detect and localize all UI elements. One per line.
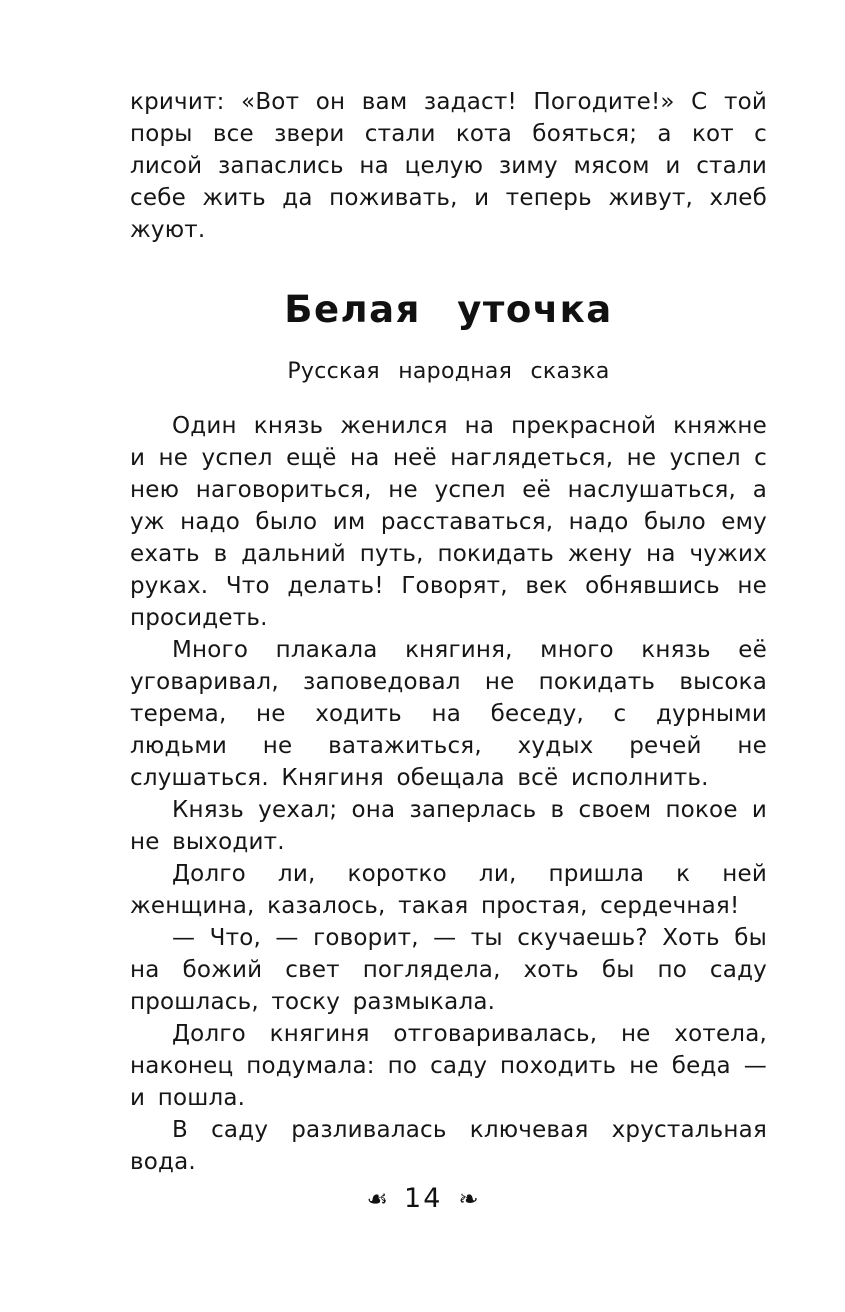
story-paragraph: — Что, — говорит, — ты скучаешь? Хоть бы на божий свет поглядела, хоть бы по саду прошлась, тоску размыкала. <box>130 925 767 1015</box>
story-title: Белая уточка <box>284 288 613 331</box>
story-subtitle: Русская народная сказка <box>287 359 610 384</box>
previous-story-ending: кричит: «Вот он вам задаст! Погодите!» С той поры все звери стали кота бояться; а кот с лисой запаслись на целую зиму мясом и стали себе жить да поживать, и теперь живут, хлеб жуют. <box>130 89 767 243</box>
page-number: 14 <box>404 1183 443 1214</box>
story-paragraph: Долго княгиня отговаривалась, не хотела, наконец подумала: по саду походить не беда — и пошла. <box>130 1021 767 1111</box>
page-footer <box>0 1183 845 1214</box>
story-paragraph: Много плакала княгиня, много князь её уговаривал, заповедовал не покидать высока терема, не ходить на беседу, с дурными людьми не ватажиться, худых речей не слушаться. Княгиня обещала всё исполнить. <box>130 637 767 791</box>
story-paragraphs <box>130 410 767 1178</box>
story-paragraph: Долго ли, коротко ли, пришла к ней женщина, казалось, такая простая, сердечная! <box>130 861 767 919</box>
story-paragraph: В саду разливалась ключевая хрустальная вода. <box>130 1117 767 1175</box>
footer-flourish-left-icon: ☙ <box>366 1184 389 1213</box>
footer-flourish-right-icon: ❧ <box>458 1184 479 1213</box>
story-paragraph: Один князь женился на прекрасной княжне и не успел ещё на неё наглядеться, не успел с нею наговориться, не успел её наслушаться, а уж надо было им расставаться, надо было ему ехать в дальний путь, покидать жену на чужих руках. Что делать! Говорят, век обнявшись не просидеть. <box>130 413 767 631</box>
story-paragraph: Князь уехал; она заперлась в своем покое и не выходит. <box>130 797 767 855</box>
